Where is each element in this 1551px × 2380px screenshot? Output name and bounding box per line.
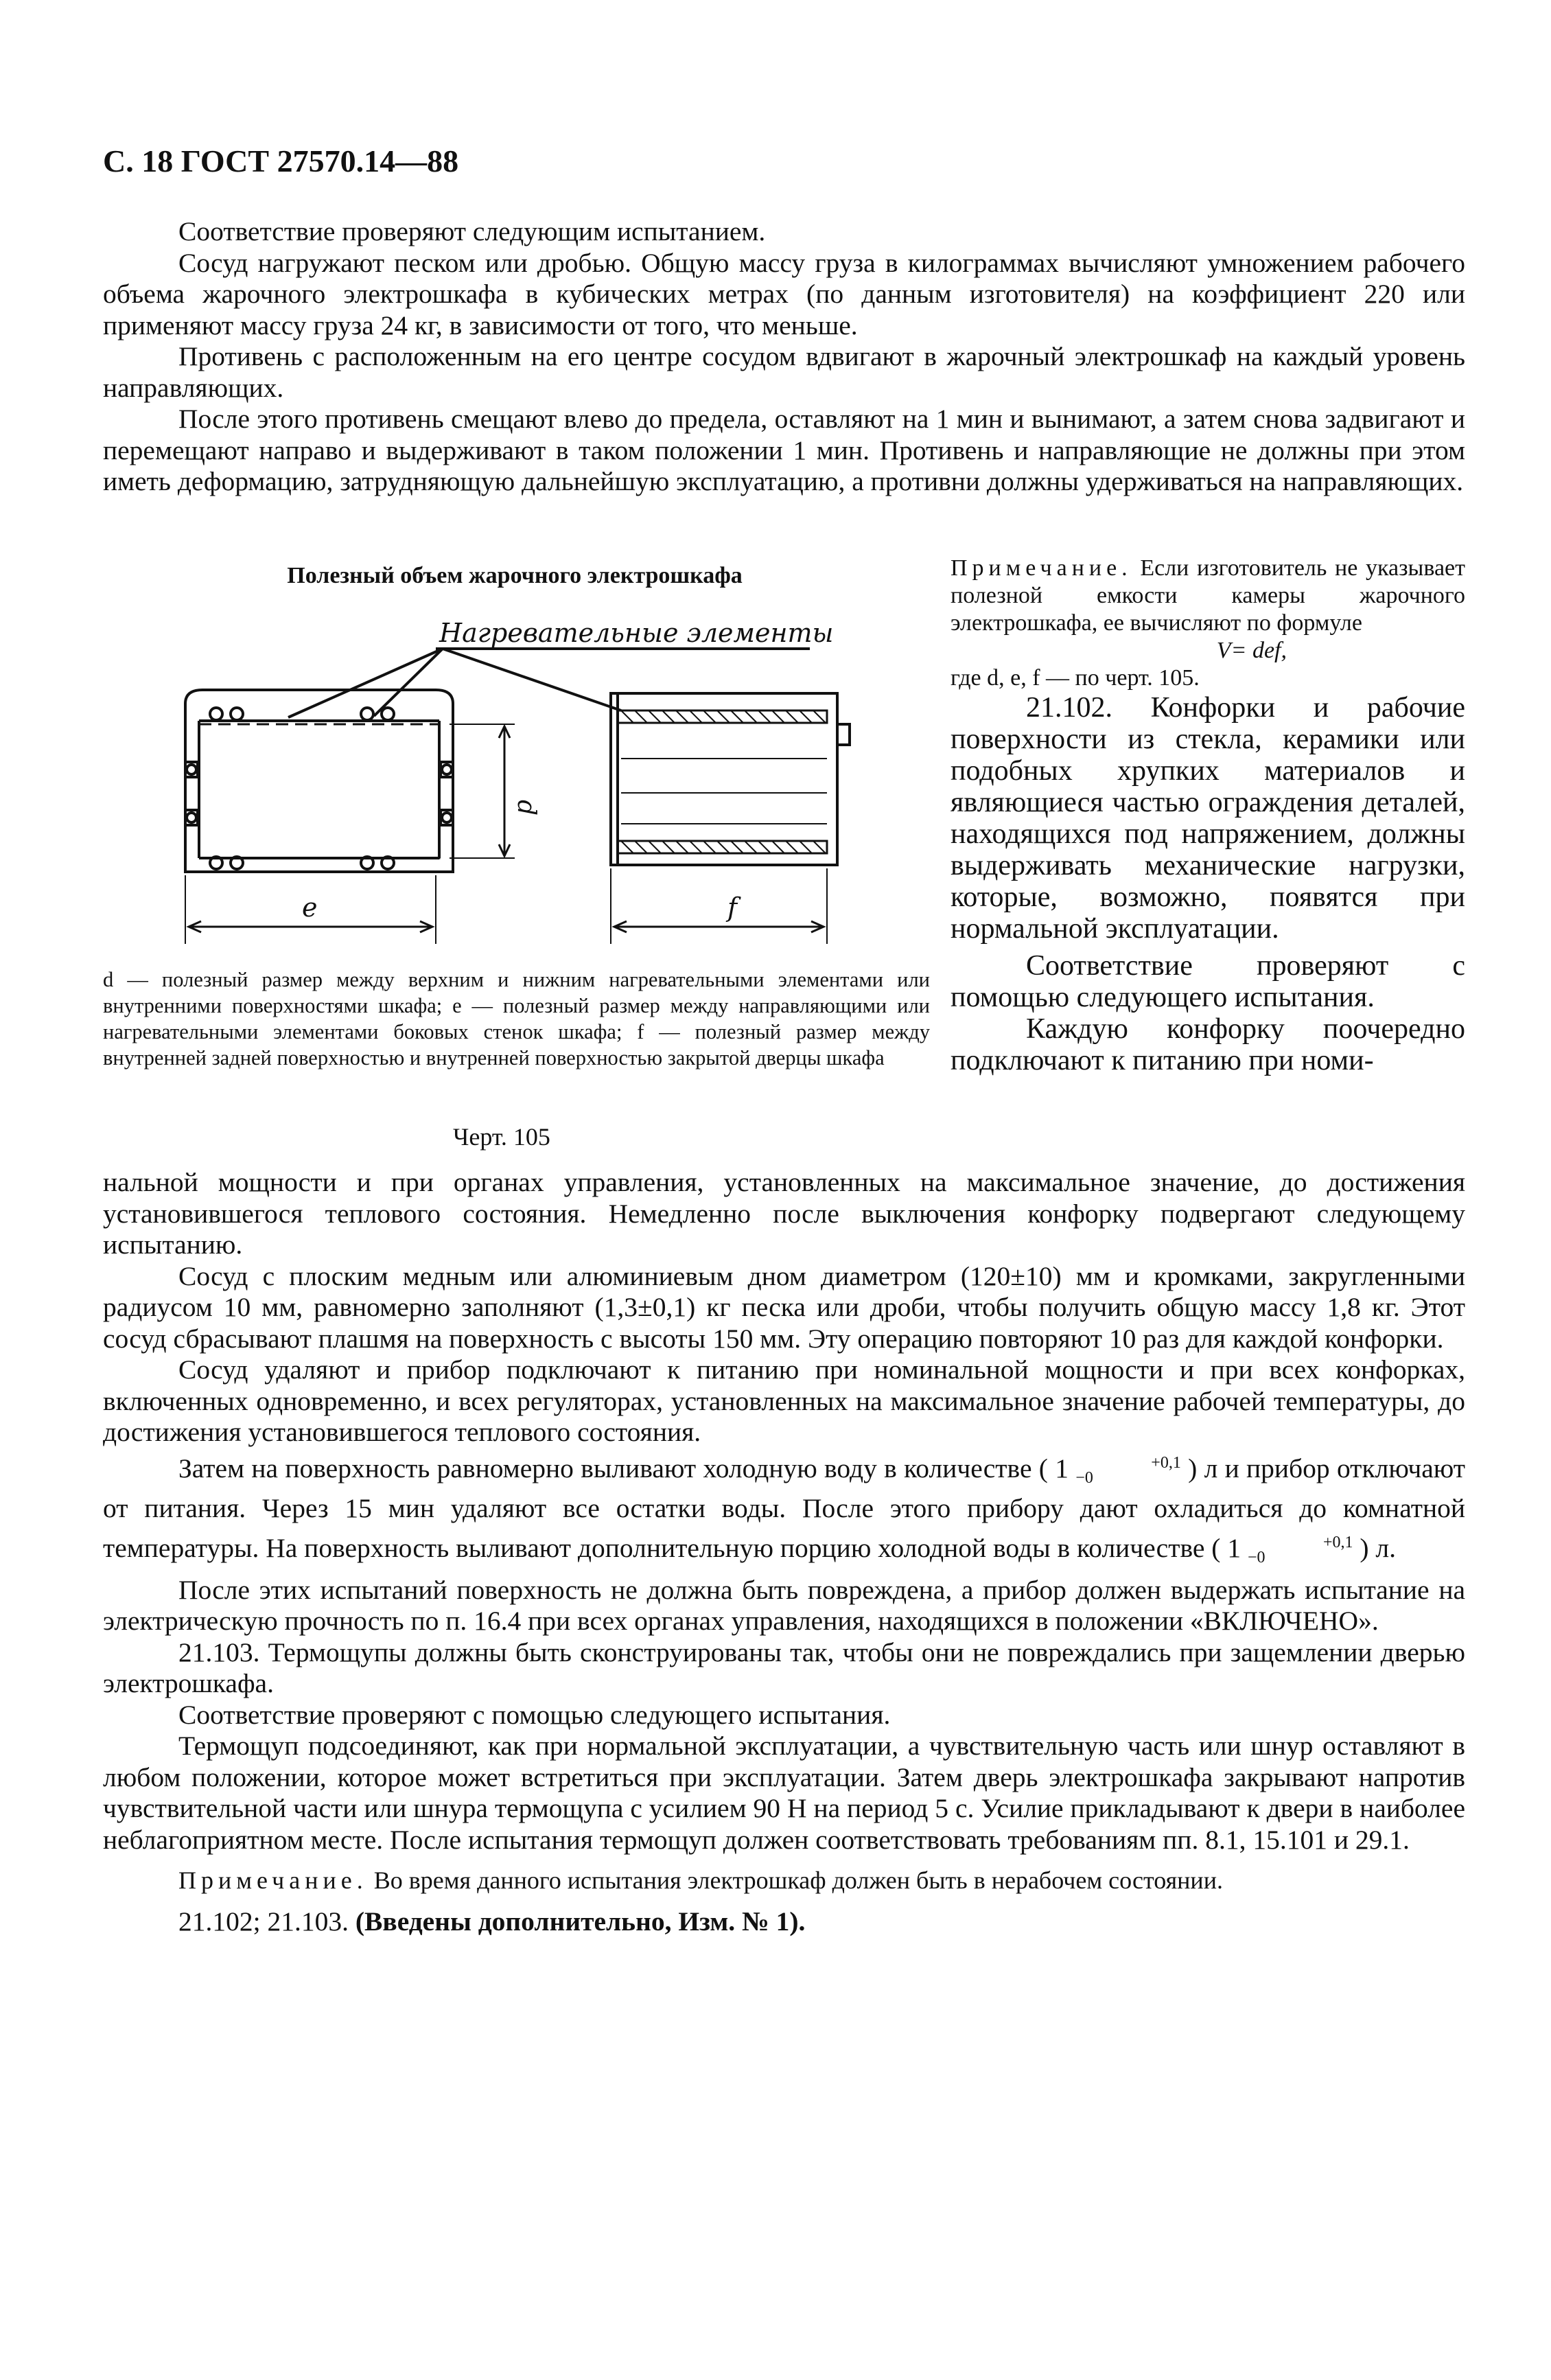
paragraph-probe: Термощуп подсоединяют, как при нормальной эксплуатации, а чувствительную часть или шнур оставляют в любом положении, которое может встретиться при эксплуатации. Затем дверь электрошкафа закрывают напротив чувствительной части или шнура термощупа с усилием 90 Н на период 5 с. Усилие прикладывают к двери в наиболее неблагоприятном месте. После испытания термощуп должен соответствовать требованиям пп. 8.1, 15.101 и 29.1. (103, 1731, 1465, 1855)
side-view-outline (611, 693, 837, 865)
amendment-note: 21.102; 21.103. (Введены дополнительно, Изм. № 1). (178, 1906, 806, 1937)
figure-caption: d — полезный размер между верхним и нижним нагревательными элементами или внутренними поверхностями шкафа; e — полезный размер между направляющими или нагревательными элементами боковых стенок шкафа; f — полезный размер между внутренней задней поверхностью и внутренней поверхностью закрытой дверцы шкафа (103, 968, 930, 1070)
bottom-text-block (103, 1167, 1465, 1937)
label-e: e (302, 892, 318, 923)
tolerance-1: +0,1 −0 (1075, 1454, 1181, 1488)
label-f: f (727, 892, 738, 923)
paragraph-after-tests: После этих испытаний поверхность не должна быть повреждена, а прибор должен выдержать испытание на электрическую прочность по п. 16.4 при всех органах управления, находящихся в положении «ВКЛЮЧЕНО». (103, 1574, 1465, 1636)
tolerance-2: +0,1 −0 (1247, 1534, 1353, 1567)
front-view-outline (185, 690, 453, 872)
paragraph-compliance-2: Соответствие проверяют с помощью следующего испытания. (178, 1699, 891, 1730)
each-burner-start: Каждую конфорку поочередно подключают к питанию при номи- (951, 1013, 1465, 1076)
paragraph-compliance: Соответствие проверяют следующим испытанием. (178, 216, 766, 246)
right-column (951, 555, 1465, 1076)
formula: V= def, (1216, 638, 1287, 663)
paragraph-tray-insert: Противень с расположенным на его центре сосудом вдвигают в жарочный электрошкаф на каждый уровень направляющих. (103, 341, 1465, 403)
paragraph-tray-shift: После этого противень смещают влево до предела, оставляют на 1 мин и вынимают, а затем снова задвигают и перемещают направо и выдерживают в таком положении 1 мин. Противень и направляющие не должны при этом иметь деформацию, затрудняющую дальнейшую эксплуатацию, а противни должны удерживаться на направляющих. (103, 404, 1465, 496)
paragraph-vessel-drop: Сосуд с плоским медным или алюминиевым дном диаметром (120±10) мм и кромками, закругленными радиусом 10 мм, равномерно заполняют (1,3±0,1) кг песка или дроби, чтобы получить общую массу 1,8 кг. Этот сосуд сбрасывают плашмя на поверхность с высоты 150 мм. Эту операцию повторяют 10 раз для каждой конфорки. (103, 1260, 1465, 1354)
figure-title: Полезный объем жарочного электрошкафа (287, 563, 743, 588)
paragraph-continuation: нальной мощности и при органах управления, установленных на максимальное значение, до достижения установившегося теплового состояния. Немедленно после выключения конфорку подвергают следующему испытанию. (103, 1167, 1465, 1260)
clause-21-102: 21.102. Конфорки и рабочие поверхности из стекла, керамики или подобных хрупких материалов и являющиеся частью ограждения деталей, находящихся под напряжением, должны выдерживать механические нагрузки, которые, возможно, появятся при нормальной эксплуатации. (951, 692, 1465, 945)
note-2: Примечание. Во время данного испытания электрошкаф должен быть в нерабочем состоянии. (178, 1867, 1223, 1894)
paragraph-remove-vessel: Сосуд удаляют и прибор подключают к питанию при номинальной мощности и при всех конфорках, включенных одновременно, и всех регуляторах, установленных на максимальное значение рабочей температуры, до достижения установившегося теплового состояния. (103, 1354, 1465, 1447)
clause-21-103: 21.103. Термощупы должны быть сконструированы так, чтобы они не повреждались при защемлении дверью электрошкафа. (103, 1637, 1465, 1698)
compliance-text: Соответствие проверяют с помощью следующего испытания. (951, 950, 1465, 1013)
paragraph-vessel-load: Сосуд нагружают песком или дробью. Общую массу груза в килограммах вычисляют умножением рабочего объема жарочного электрошкафа в кубических метрах (по данным изготовителя) на коэффициент 220 или применяют массу груза 24 кг, в зависимости от того, что меньше. (103, 247, 1465, 340)
oven-volume-diagram (148, 614, 861, 958)
page-header: С. 18 ГОСТ 27570.14—88 (103, 143, 459, 178)
paragraph-water: Затем на поверхность равномерно выливают холодную воду в количестве ( 1 +0,1 −0 ) л и прибор отключают от питания. Через 15 мин удаляют все остатки воды. После этого прибору дают охладиться до комнатной температуры. На поверхность выливают дополнительную порцию холодной воды в количестве ( 1 +0,1 −0 ) л. (103, 1453, 1465, 1567)
where-text: где d, e, f — по черт. 105. (951, 665, 1200, 691)
label-heating-elements: Нагревательные элементы (439, 618, 834, 648)
leader-line-1 (374, 649, 443, 716)
note-text: Если изготовитель не указывает полезной емкости камеры жарочного электрошкафа, ее вычисляют по формуле (951, 555, 1465, 636)
figure-number: Черт. 105 (453, 1123, 550, 1151)
label-d: d (512, 800, 540, 816)
leader-line-3 (443, 649, 621, 710)
top-text-block (103, 216, 1465, 498)
note-label: Примечание. (951, 555, 1132, 581)
